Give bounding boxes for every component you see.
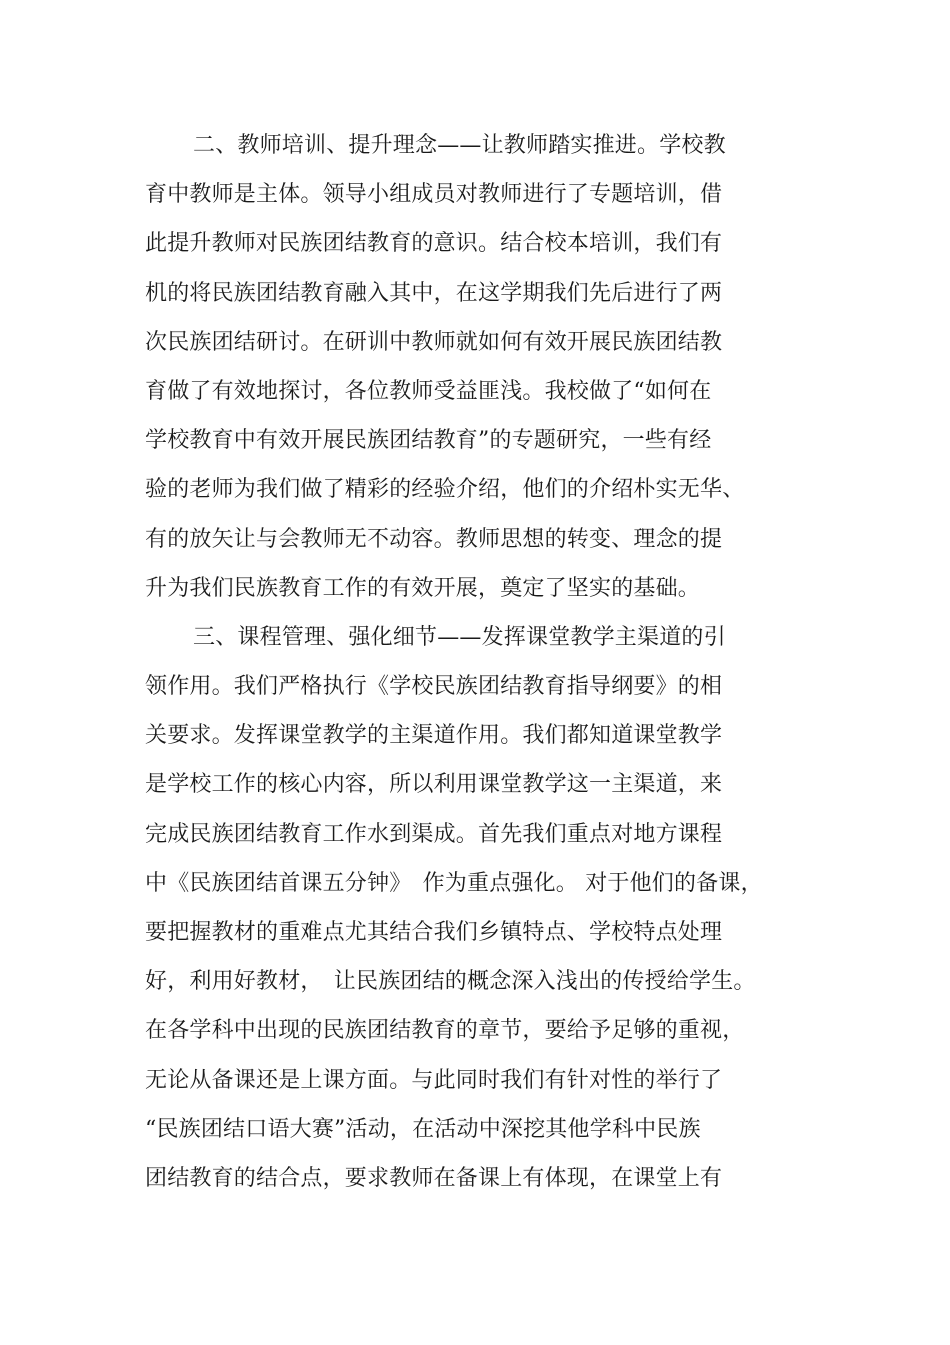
text-line: 次民族团结研讨。在研训中教师就如何有效开展民族团结教 bbox=[145, 329, 723, 355]
text-line: 二、教师培训、提升理念——让教师踏实推进。学校教 bbox=[193, 133, 726, 158]
text-line: 中《民族团结首课五分钟》 作为重点强化。 对于他们的备课， bbox=[145, 870, 763, 896]
text-line: 在各学科中出现的民族团结教育的章节，要给予足够的重视， bbox=[145, 1018, 745, 1044]
text-line: 验的老师为我们做了精彩的经验介绍，他们的介绍朴实无华、 bbox=[145, 477, 745, 503]
text-line: “民族团结口语大赛”活动，在活动中深挖其他学科中民族 bbox=[145, 1116, 701, 1142]
document-body bbox=[145, 121, 775, 1203]
text-line: 好，利用好教材， 让民族团结的概念深入浅出的传授给学生。 bbox=[145, 969, 756, 995]
paragraph-curriculum-management bbox=[145, 613, 775, 1203]
text-line: 三、课程管理、强化细节——发挥课堂教学主渠道的引 bbox=[193, 624, 726, 650]
paragraph-teacher-training bbox=[145, 121, 775, 613]
text-line: 育中教师是主体。领导小组成员对教师进行了专题培训，借 bbox=[145, 182, 723, 208]
text-line: 机的将民族团结教育融入其中，在这学期我们先后进行了两 bbox=[145, 280, 723, 306]
text-line: 完成民族团结教育工作水到渠成。首先我们重点对地方课程 bbox=[145, 821, 723, 847]
text-line: 是学校工作的核心内容，所以利用课堂教学这一主渠道，来 bbox=[145, 772, 723, 798]
text-line: 领作用。我们严格执行《学校民族团结教育指导纲要》的相 bbox=[145, 674, 723, 700]
text-line: 学校教育中有效开展民族团结教育”的专题研究，一些有经 bbox=[145, 428, 712, 454]
text-line: 关要求。发挥课堂教学的主渠道作用。我们都知道课堂教学 bbox=[145, 723, 723, 749]
text-line: 育做了有效地探讨，各位教师受益匪浅。我校做了“如何在 bbox=[145, 378, 712, 404]
text-line: 团结教育的结合点，要求教师在备课上有体现，在课堂上有 bbox=[145, 1165, 723, 1191]
text-line: 升为我们民族教育工作的有效开展，奠定了坚实的基础。 bbox=[145, 575, 701, 601]
text-line: 有的放矢让与会教师无不动容。教师思想的转变、理念的提 bbox=[145, 526, 723, 552]
text-line: 要把握教材的重难点尤其结合我们乡镇特点、学校特点处理 bbox=[145, 920, 723, 945]
text-line: 无论从备课还是上课方面。与此同时我们有针对性的举行了 bbox=[145, 1067, 723, 1093]
text-line: 此提升教师对民族团结教育的意识。结合校本培训，我们有 bbox=[145, 231, 723, 257]
